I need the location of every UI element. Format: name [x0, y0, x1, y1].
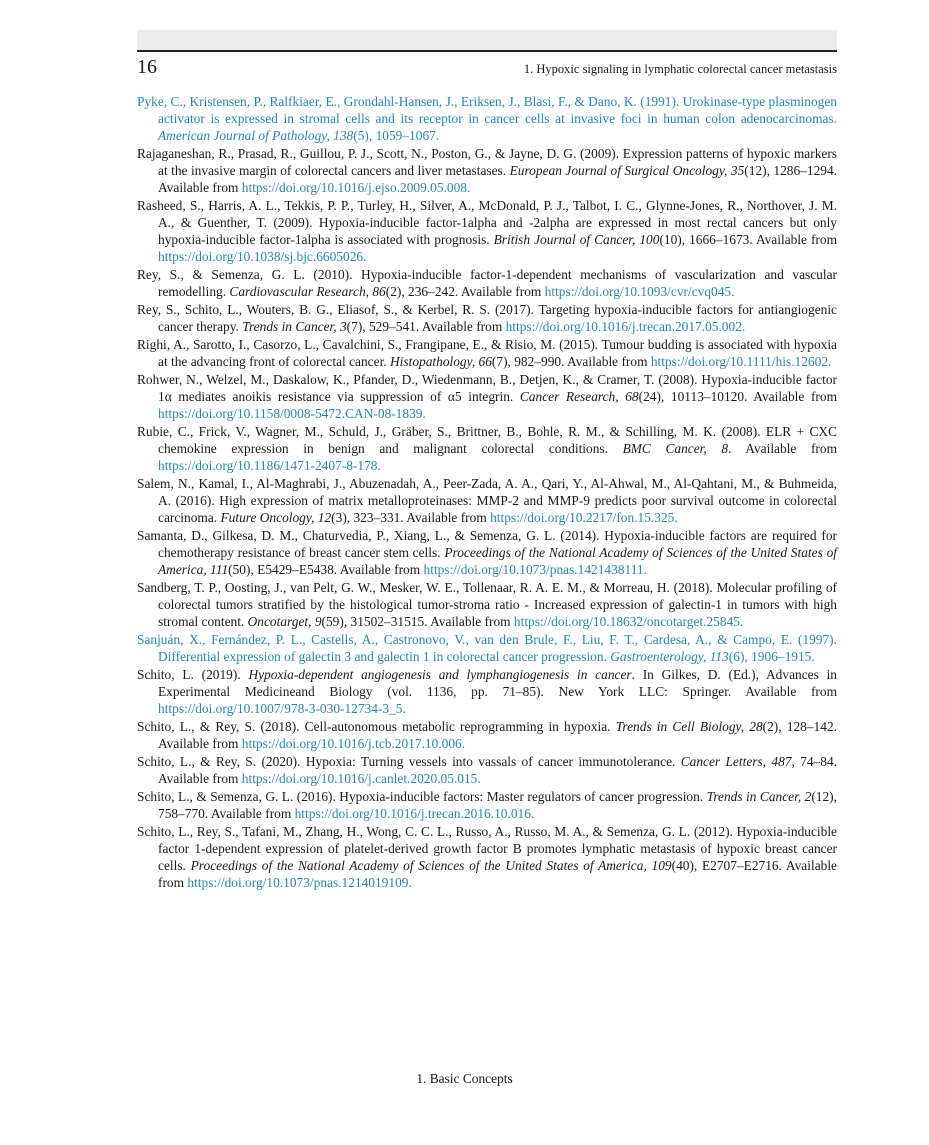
- reference-item: Rajaganeshan, R., Prasad, R., Guillou, P. J., Scott, N., Poston, G., & Jayne, D. G. (2009). Expression patterns of hypoxic markers at the invasive margin of colorectal cancers and liver metastases. European Journal of Surgical Oncology, 35(12), 1286–1294. Available from https://doi.org/10.1016/j.ejso.2009.05.008.: [137, 146, 837, 195]
- reference-item: Schito, L., & Rey, S. (2018). Cell-autonomous metabolic reprogramming in hypoxia. Trends in Cell Biology, 28(2), 128–142. Available from https://doi.org/10.1016/j.tcb.2017.10.006.: [137, 719, 837, 751]
- doi-link[interactable]: https://doi.org/10.1158/0008-5472.CAN-08-1839.: [158, 406, 426, 421]
- doi-link[interactable]: https://doi.org/10.1111/his.12602.: [650, 354, 832, 369]
- reference-item: Rasheed, S., Harris, A. L., Tekkis, P. P., Turley, H., Silver, A., McDonald, P. J., Talbot, I. C., Glynne-Jones, R., Northover, J. M. A., & Guenther, T. (2009). Hypoxia-inducible factor-1alpha and -2alpha are expressed in most rectal cancers but only hypoxia-inducible factor-1alpha is associated with prognosis. British Journal of Cancer, 100(10), 1666–1673. Available from https://doi.org/10.1038/sj.bjc.6605026.: [137, 198, 838, 264]
- header-bar: [137, 30, 837, 50]
- reference-item: Salem, N., Kamal, I., Al-Maghrabi, J., Abuzenadah, A., Peer-Zada, A. A., Qari, Y., Al-Ahwal, M., Al-Qahtani, M., & Buhmeida, A. (2016). High expression of matrix metalloproteinases: MMP-2 and MMP-9 predicts poor survival outcome in colorectal carcinoma. Future Oncology, 12(3), 323–331. Available from https://doi.org/10.2217/fon.15.325.: [137, 476, 837, 525]
- doi-link[interactable]: https://doi.org/10.1093/cvr/cvq045.: [544, 284, 735, 299]
- reference-list: [137, 93, 837, 892]
- reference-item: Rubie, C., Frick, V., Wagner, M., Schuld, J., Gräber, S., Brittner, B., Bohle, R. M., & Schilling, M. K. (2008). ELR + CXC chemokine expression in benign and malignant colorectal conditions. BMC Cancer, 8. Available from https://doi.org/10.1186/1471-2407-8-178.: [137, 424, 837, 473]
- reference-item: Rey, S., Schito, L., Wouters, B. G., Eliasof, S., & Kerbel, R. S. (2017). Targeting hypoxia-inducible factors for antiangiogenic cancer therapy. Trends in Cancer, 3(7), 529–541. Available from https://doi.org/10.1016/j.trecan.2017.05.002.: [137, 302, 837, 334]
- reference-item: Rey, S., & Semenza, G. L. (2010). Hypoxia-inducible factor-1-dependent mechanisms of vascularization and vascular remodelling. Cardiovascular Research, 86(2), 236–242. Available from https://doi.org/10.1093/cvr/cvq045.: [137, 267, 837, 299]
- running-title: 1. Hypoxic signaling in lymphatic colorectal cancer metastasis: [523, 62, 837, 76]
- reference-item: Schito, L., Rey, S., Tafani, M., Zhang, H., Wong, C. C. L., Russo, A., Russo, M. A., & Semenza, G. L. (2012). Hypoxia-inducible factor 1-dependent expression of platelet-derived growth factor B promotes lymphatic metastasis of hypoxic breast cancer cells. Proceedings of the National Academy of Sciences of the United States of America, 109(40), E2707–E2716. Available from https://doi.org/10.1073/pnas.1214019109.: [137, 824, 837, 890]
- reference-item: Schito, L. (2019). Hypoxia-dependent angiogenesis and lymphangiogenesis in cancer. In Gilkes, D. (Ed.), Advances in Experimental Medicineand Biology (vol. 1136, pp. 71–85). New York LLC: Springer. Available from https://doi.org/10.1007/978-3-030-12734-3_5.: [137, 667, 837, 716]
- reference-item: Pyke, C., Kristensen, P., Ralfkiaer, E., Grondahl-Hansen, J., Eriksen, J., Blasi, F., & Dano, K. (1991). Urokinase-type plasminogen activator is expressed in stromal cells and its receptor in cancer cells at invasive foci in human colon adenocarcinomas. American Journal of Pathology, 138(5), 1059–1067.: [137, 94, 837, 143]
- doi-link[interactable]: https://doi.org/10.1016/j.trecan.2016.10.016.: [294, 806, 535, 821]
- header-rule: [137, 50, 837, 52]
- doi-link[interactable]: https://doi.org/10.1038/sj.bjc.6605026.: [158, 249, 367, 264]
- doi-link[interactable]: https://doi.org/10.2217/fon.15.325.: [490, 510, 678, 525]
- reference-item: Rohwer, N., Welzel, M., Daskalow, K., Pfander, D., Wiedenmann, B., Detjen, K., & Cramer, T. (2008). Hypoxia-inducible factor 1α mediates anoikis resistance via suppression of α5 integrin. Cancer Research, 68(24), 10113–10120. Available from https://doi.org/10.1158/0008-5472.CAN-08-1839.: [137, 372, 838, 421]
- doi-link[interactable]: https://doi.org/10.1016/j.trecan.2017.05.002.: [505, 319, 746, 334]
- doi-link[interactable]: https://doi.org/10.1007/978-3-030-12734-3_5.: [158, 701, 406, 716]
- doi-link[interactable]: https://doi.org/10.1186/1471-2407-8-178.: [158, 458, 381, 473]
- doi-link[interactable]: https://doi.org/10.1073/pnas.1214019109.: [187, 875, 412, 890]
- doi-link[interactable]: https://doi.org/10.1073/pnas.1421438111.: [423, 562, 647, 577]
- reference-item: Righi, A., Sarotto, I., Casorzo, L., Cavalchini, S., Frangipane, E., & Risio, M. (2015). Tumour budding is associated with hypoxia at the advancing front of colorectal cancer. Histopathology, 66(7), 982–990. Available from https://doi.org/10.1111/his.12602.: [137, 337, 837, 369]
- footer-section-title: 1. Basic Concepts: [416, 1071, 513, 1086]
- reference-item: Sanjuán, X., Fernández, P. L., Castells, A., Castronovo, V., van den Brule, F., Liu, F. T., Cardesa, A., & Campo, E. (1997). Differential expression of galectin 3 and galectin 1 in colorectal cancer progression. Gastroenterology, 113(6), 1906–1915.: [137, 632, 837, 664]
- reference-item: Schito, L., & Rey, S. (2020). Hypoxia: Turning vessels into vassals of cancer immunotolerance. Cancer Letters, 487, 74–84. Available from https://doi.org/10.1016/j.canlet.2020.05.015.: [137, 754, 837, 786]
- reference-item: Sandberg, T. P., Oosting, J., van Pelt, G. W., Mesker, W. E., Tollenaar, R. A. E. M., & Morreau, H. (2018). Molecular profiling of colorectal tumors stratified by the histological tumor-stroma ratio - Increased expression of galectin-1 in tumors with high stromal content. Oncotarget, 9(59), 31502–31515. Available from https://doi.org/10.18632/oncotarget.25845.: [137, 580, 837, 629]
- doi-link[interactable]: https://doi.org/10.18632/oncotarget.25845.: [513, 614, 744, 629]
- page-number: 16: [137, 56, 157, 78]
- reference-item: Schito, L., & Semenza, G. L. (2016). Hypoxia-inducible factors: Master regulators of cancer progression. Trends in Cancer, 2(12), 758–770. Available from https://doi.org/10.1016/j.trecan.2016.10.016.: [137, 789, 837, 821]
- doi-link[interactable]: https://doi.org/10.1016/j.canlet.2020.05.015.: [241, 771, 481, 786]
- reference-item: Samanta, D., Gilkesa, D. M., Chaturvedia, P., Xiang, L., & Semenza, G. L. (2014). Hypoxia-inducible factors are required for chemotherapy resistance of breast cancer stem cells. Proceedings of the National Academy of Sciences of the United States of America, 111(50), E5429–E5438. Available from https://doi.org/10.1073/pnas.1421438111.: [137, 528, 837, 577]
- doi-link[interactable]: https://doi.org/10.1016/j.tcb.2017.10.006.: [241, 736, 466, 751]
- doi-link[interactable]: https://doi.org/10.1016/j.ejso.2009.05.008.: [241, 180, 471, 195]
